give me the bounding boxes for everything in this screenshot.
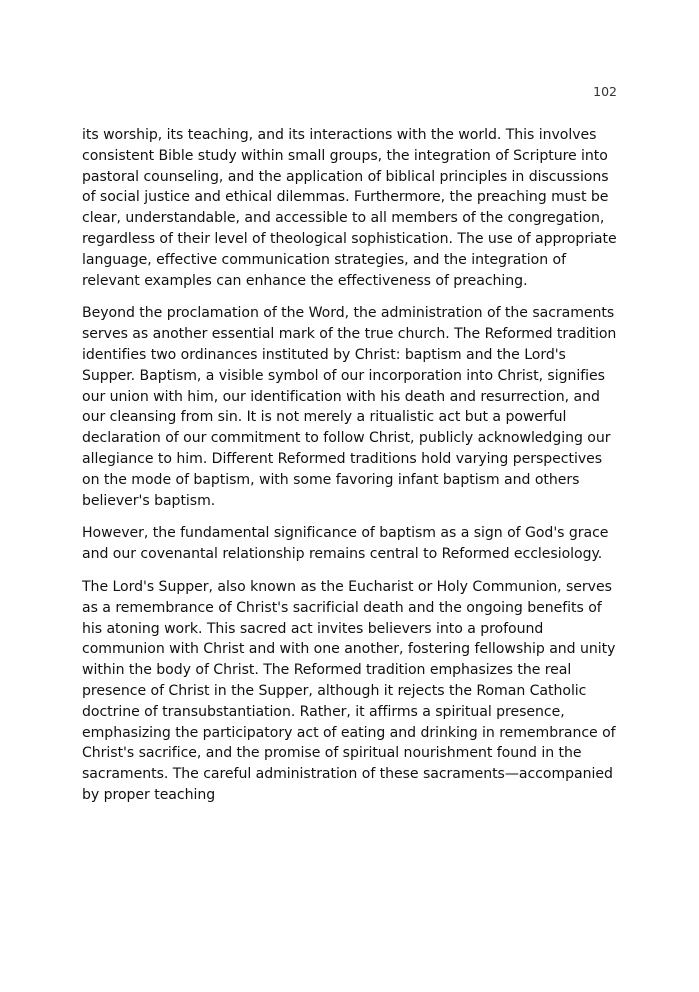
paragraph-sacraments-baptism: Beyond the proclamation of the Word, the administration of the sacraments serves as another essential mark of the true church. The Reformed tradition identifies two ordinances instituted by Christ: baptism and the Lord's Supper. Baptism, a visible symbol of our incorporation into Christ, signifies our union with him, our identification with his death and resurrection, and our cleansing from sin. It is not merely a ritualistic act but a powerful declaration of our commitment to follow Christ, publicly acknowledging our allegiance to him. Different Reformed traditions hold varying perspectives on the mode of baptism, with some favoring infant baptism and others believer's baptism. (82, 305, 617, 509)
paragraph-lords-supper: The Lord's Supper, also known as the Eucharist or Holy Communion, serves as a remembrance of Christ's sacrificial death and the ongoing benefits of his atoning work. This sacred act invites believers into a profound communion with Christ and with one another, fostering fellowship and unity within the body of Christ. The Reformed tradition emphasizes the real presence of Christ in the Supper, although it rejects the Roman Catholic doctrine of transubstantiation. Rather, it affirms a spiritual presence, emphasizing the participatory act of eating and drinking in remembrance of Christ's sacrifice, and the promise of spiritual nourishment found in the sacraments. The careful administration of these sacraments—accompanied by proper teaching (82, 578, 616, 803)
page-number: 102 (593, 84, 617, 99)
paragraph-worship-teaching: its worship, its teaching, and its interactions with the world. This involves consistent Bible study within small groups, the integration of Scripture into pastoral counseling, and the application of biblical principles in discussions of social justice and ethical dilemmas. Furthermore, the preaching must be clear, understandable, and accessible to all members of the congregation, regardless of their level of theological sophistication. The use of appropriate language, effective communication strategies, and the integration of relevant examples can enhance the effectiveness of preaching. (82, 127, 617, 289)
paragraph-baptism-significance: However, the fundamental significance of baptism as a sign of God's grace and our covenantal relationship remains central to Reformed ecclesiology. (82, 525, 609, 563)
body-text (82, 125, 622, 818)
